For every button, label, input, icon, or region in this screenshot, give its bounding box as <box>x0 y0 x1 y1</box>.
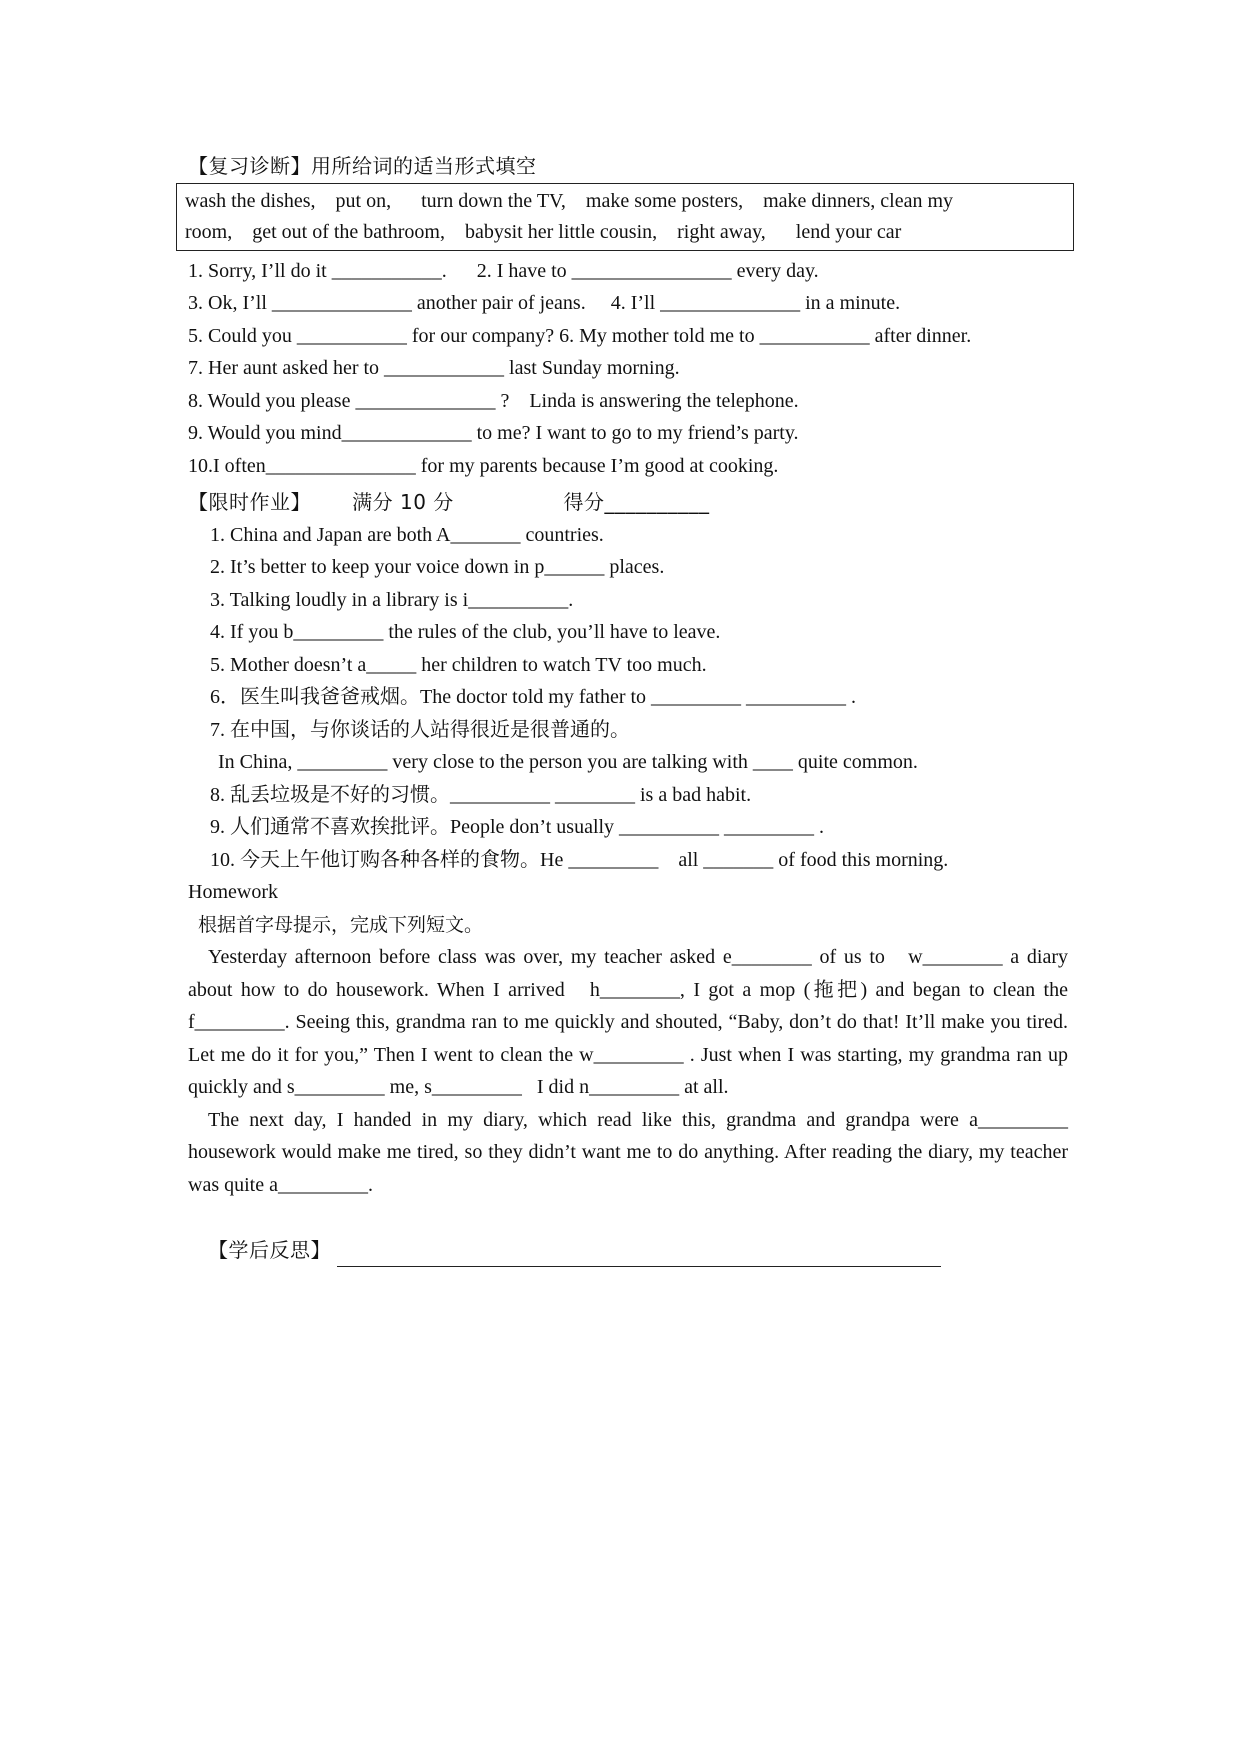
review-item: 9. Would you mind_____________ to me? I want to go to my friend’s party. <box>188 422 799 444</box>
timed-item: 7. 在中国，与你谈话的人站得很近是很普通的。 <box>210 718 630 741</box>
word-bank-line-1: wash the dishes, put on, turn down the TV, make some posters, make dinners, clean my <box>185 189 954 212</box>
timed-item: 8. 乱丢垃圾是不好的习惯。__________ ________ is a bad habit. <box>210 783 752 806</box>
timed-item: 10. 今天上午他订购各种各样的食物。He _________ all _______ of food this morning. <box>210 848 949 871</box>
reflection-answer-line[interactable] <box>337 1242 941 1267</box>
homework-instruction: 根据首字母提示，完成下列短文。 <box>198 913 484 936</box>
homework-paragraph-1: Yesterday afternoon before class was over, my teacher asked e________ of us to w________ a diary about how to do housework. When I arrived h________, I got a mop (拖把) and began to clean the f_________. Seeing this, grandma ran to me quickly and shouted, “Baby, don’t do that! It’ll make you tired. Let me do it for you,” Then I went to clean the w_________ . Just when I was starting, my grandma ran up quickly and s_________ me, s_________ I did n_________ at all. <box>188 946 1073 1098</box>
reflection-heading: 【学后反思】 <box>208 1237 331 1262</box>
review-item: 3. Ok, I’ll ______________ another pair of jeans. 4. I’ll ______________ in a minute. <box>188 292 901 314</box>
review-item: 5. Could you ___________ for our company? 6. My mother told me to ___________ after dinner. <box>188 324 972 347</box>
word-bank-line-2: room, get out of the bathroom, babysit her little cousin, right away, lend your car <box>185 220 902 243</box>
timed-item: 4. If you b_________ the rules of the club, you’ll have to leave. <box>210 621 721 643</box>
timed-heading: 【限时作业】 满分 10 分 得分__________ <box>188 490 710 514</box>
timed-item: 9. 人们通常不喜欢挨批评。People don’t usually __________ _________ . <box>210 816 825 838</box>
review-item: 7. Her aunt asked her to ____________ last Sunday morning. <box>188 357 680 379</box>
timed-item: 1. China and Japan are both A_______ countries. <box>210 523 604 546</box>
review-item: 10.I often_______________ for my parents because I’m good at cooking. <box>188 454 779 477</box>
homework-title: Homework <box>188 881 278 903</box>
word-bank-box <box>176 183 1074 251</box>
timed-item: In China, _________ very close to the person you are talking with ____ quite common. <box>218 751 918 773</box>
review-item: 1. Sorry, I’ll do it ___________. 2. I have to ________________ every day. <box>188 259 819 282</box>
timed-item: 5. Mother doesn’t a_____ her children to watch TV too much. <box>210 653 707 676</box>
timed-item: 3. Talking loudly in a library is i__________. <box>210 588 574 611</box>
review-heading: 【复习诊断】用所给词的适当形式填空 <box>188 154 537 178</box>
homework-paragraph-2: The next day, I handed in my diary, which read like this, grandma and grandpa were a_________ housework would make me tired, so they didn’t want me to do anything. After reading the diary, my teacher was quite a_________. <box>188 1108 1073 1196</box>
review-item: 8. Would you please ______________ ? Linda is answering the telephone. <box>188 389 799 412</box>
worksheet-page <box>185 150 1073 1262</box>
reflection-row <box>188 1201 1068 1262</box>
timed-item: 2. It’s better to keep your voice down in p______ places. <box>210 556 665 578</box>
timed-item: 6．医生叫我爸爸戒烟。The doctor told my father to _________ __________ . <box>210 686 857 708</box>
